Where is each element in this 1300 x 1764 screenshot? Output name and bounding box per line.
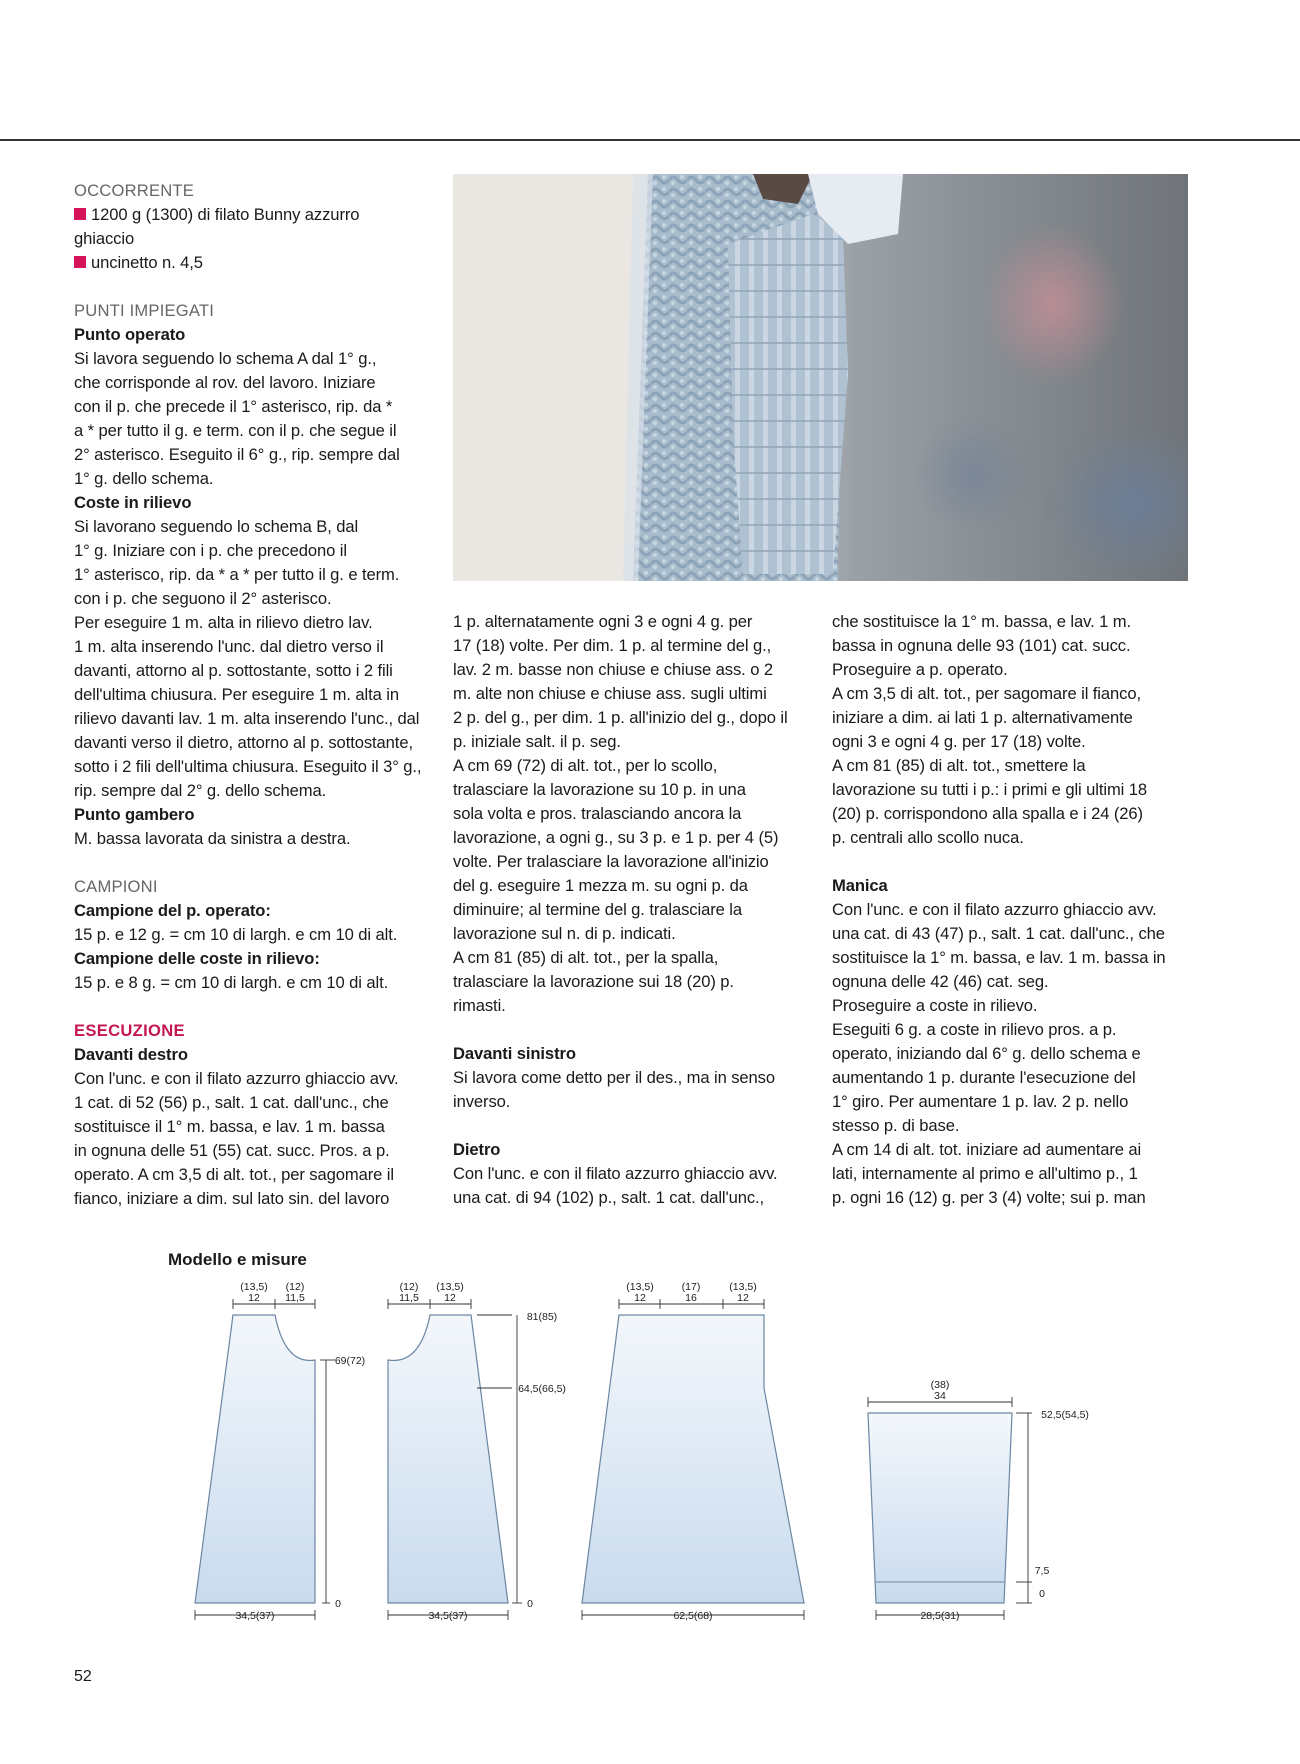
body-text-line: con il p. che precede il 1° asterisco, rip. da *	[74, 397, 393, 416]
garment-photo	[453, 174, 1188, 581]
body-text-line: lavorazione sul n. di p. indicati.	[453, 924, 676, 943]
body-text-line: davanti, attorno al p. sottostante, sotto i 2 fili	[74, 661, 393, 680]
bullet-square-icon	[74, 256, 86, 268]
body-text-line: Proseguire a coste in rilievo.	[832, 996, 1038, 1015]
rf-top-a-alt: (13,5)	[240, 1281, 268, 1293]
body-text-line: ogni 3 e ogni 4 g. per 17 (18) volte.	[832, 732, 1086, 751]
body-text-line: A cm 3,5 di alt. tot., per sagomare il fianco,	[832, 684, 1141, 703]
body-text-line: sostituisce la 1° m. bassa, e lav. 1 m. bassa in	[832, 948, 1166, 967]
body-text-line: Si lavorano seguendo lo schema B, dal	[74, 517, 359, 536]
body-text-line: una cat. di 43 (47) p., salt. 1 cat. dall'unc., che	[832, 924, 1165, 943]
body-text-line: del g. eseguire 1 mezza m. su ogni p. da	[453, 876, 748, 895]
spacer	[74, 851, 434, 875]
body-text-line: 1° g. Iniziare con i p. che precedono il	[74, 541, 347, 560]
section-caption: OCCORRENTE	[74, 181, 195, 200]
section-heading: Campione delle coste in rilievo:	[74, 949, 320, 968]
body-text-line: una cat. di 94 (102) p., salt. 1 cat. dall'unc.,	[453, 1188, 765, 1207]
body-text-line: sola volta e pros. tralasciando ancora la	[453, 804, 742, 823]
body-text-line: che sostituisce la 1° m. bassa, e lav. 1 m.	[832, 612, 1131, 631]
body-text-line: A cm 81 (85) di alt. tot., smettere la	[832, 756, 1086, 775]
section-heading: Dietro	[453, 1140, 501, 1159]
rf-neck: 69(72)	[334, 1355, 366, 1367]
body-text-line: 1° g. dello schema.	[74, 469, 214, 488]
page-number: 52	[74, 1668, 92, 1685]
body-text-line: lavorazione, a ogni g., su 3 p. e 1 p. per 4 (5)	[453, 828, 779, 847]
back-top-c-alt: (13,5)	[729, 1281, 757, 1293]
lf-height-armhole: 64,5(66,5)	[518, 1383, 566, 1395]
body-text-line: 1° asterisco, rip. da * a * per tutto il g. e term.	[74, 565, 400, 584]
body-text-line: A cm 81 (85) di alt. tot., per la spalla,	[453, 948, 719, 967]
body-text-line: Si lavora seguendo lo schema A dal 1° g.,	[74, 349, 377, 368]
body-text-line: A cm 69 (72) di alt. tot., per lo scollo,	[453, 756, 718, 775]
body-text-line: (20) p. corrispondono alla spalla e i 24 (26)	[832, 804, 1143, 823]
body-text-line: 15 p. e 12 g. = cm 10 di largh. e cm 10 di alt.	[74, 925, 398, 944]
body-text-line: Si lavora come detto per il des., ma in senso	[453, 1068, 776, 1087]
body-text-line: che corrisponde al rov. del lavoro. Iniziare	[74, 373, 376, 392]
body-text-line: p. centrali allo scollo nuca.	[832, 828, 1024, 847]
body-text-line: 1 cat. di 52 (56) p., salt. 1 cat. dall'unc., che	[74, 1093, 389, 1112]
body-text-line: Proseguire a p. operato.	[832, 660, 1008, 679]
body-text-line: stesso p. di base.	[832, 1116, 960, 1135]
lf-top-b: 12	[444, 1292, 456, 1304]
sleeve-zero: 0	[1039, 1588, 1045, 1600]
bullet-text: uncinetto n. 4,5	[91, 253, 203, 272]
body-text-line: m. alte non chiuse e chiuse ass. sugli ultimi	[453, 684, 767, 703]
main-heading: ESECUZIONE	[74, 1021, 185, 1040]
body-text-line: lavorazione su tutti i p.: i primi e gli ultimi 18	[832, 780, 1148, 799]
left-front-shape	[388, 1315, 508, 1603]
section-heading: Manica	[832, 876, 888, 895]
body-text-line: 1 m. alta inserendo l'unc. dal dietro verso il	[74, 637, 384, 656]
back-top-a: 12	[634, 1292, 646, 1304]
column-1	[74, 179, 434, 1211]
body-text-line: ognuna delle 42 (46) cat. seg.	[832, 972, 1049, 991]
body-text-line: 1 p. alternatamente ogni 3 e ogni 4 g. per	[453, 612, 753, 631]
measurements-diagram	[150, 1270, 1100, 1645]
body-text-line: 2° asterisco. Eseguito il 6° g., rip. sempre dal	[74, 445, 400, 464]
sleeve-cuff: 7,5	[1034, 1565, 1050, 1577]
section-heading: Punto operato	[74, 325, 186, 344]
body-text-line: fianco, iniziare a dim. sul lato sin. del lavoro	[74, 1189, 390, 1208]
body-text-line: Con l'unc. e con il filato azzurro ghiaccio avv.	[74, 1069, 399, 1088]
body-text-line: operato. A cm 3,5 di alt. tot., per sagomare il	[74, 1165, 394, 1184]
body-text-line: lati, internamente al primo e all'ultimo p., 1	[832, 1164, 1138, 1183]
column-2	[453, 610, 813, 1210]
section-heading: Campione del p. operato:	[74, 901, 271, 920]
spacer	[74, 275, 434, 299]
body-text-line: con i p. che seguono il 2° asterisco.	[74, 589, 332, 608]
back-bottom: 62,5(68)	[673, 1610, 713, 1622]
back-top-b-alt: (17)	[681, 1281, 701, 1293]
body-text-line: 17 (18) volte. Per dim. 1 p. al termine del g.,	[453, 636, 772, 655]
section-caption: CAMPIONI	[74, 877, 158, 896]
column-3	[832, 610, 1192, 1210]
back-top-b: 16	[685, 1292, 697, 1304]
body-text-line: rilievo davanti lav. 1 m. alta inserendo l'unc., dal	[74, 709, 420, 728]
body-text-line: rimasti.	[453, 996, 506, 1015]
body-text-line: sotto i 2 fili dell'ultima chiusura. Eseguito il 3° g.,	[74, 757, 422, 776]
body-text-line: 15 p. e 8 g. = cm 10 di largh. e cm 10 di alt.	[74, 973, 389, 992]
rf-top-b: 11,5	[285, 1292, 305, 1304]
spacer	[453, 1018, 813, 1042]
body-text-line: in ognuna delle 51 (55) cat. succ. Pros. a p.	[74, 1141, 390, 1160]
section-heading: Coste in rilievo	[74, 493, 192, 512]
body-text-line: diminuire; al termine del g. tralasciare la	[453, 900, 742, 919]
lf-top-a: 11,5	[399, 1292, 419, 1304]
body-text-line: Eseguiti 6 g. a coste in rilievo pros. a p.	[832, 1020, 1117, 1039]
body-text-line: operato, iniziando dal 6° g. dello schema e	[832, 1044, 1141, 1063]
lf-zero: 0	[527, 1598, 533, 1610]
lf-top-b-alt: (13,5)	[436, 1281, 464, 1293]
body-text-line: rip. sempre dal 2° g. dello schema.	[74, 781, 327, 800]
bullet-text: 1200 g (1300) di filato Bunny azzurro	[91, 205, 360, 224]
spacer	[74, 995, 434, 1019]
lf-height-total: 81(85)	[526, 1311, 558, 1323]
body-text-line: inverso.	[453, 1092, 511, 1111]
body-text-line: 2 p. del g., per dim. 1 p. all'inizio del g., dopo il	[453, 708, 788, 727]
body-text-line: a * per tutto il g. e term. con il p. che segue il	[74, 421, 397, 440]
spacer	[832, 850, 1192, 874]
body-text-line: lav. 2 m. basse non chiuse e chiuse ass. o 2	[453, 660, 773, 679]
sleeve-bottom: 28,5(31)	[920, 1610, 960, 1622]
body-text-line: p. iniziale salt. il p. seg.	[453, 732, 621, 751]
body-text-line: ghiaccio	[74, 229, 135, 248]
body-text-line: aumentando 1 p. durante l'esecuzione del	[832, 1068, 1136, 1087]
body-text-line: Con l'unc. e con il filato azzurro ghiaccio avv.	[453, 1164, 778, 1183]
body-text-line: Con l'unc. e con il filato azzurro ghiaccio avv.	[832, 900, 1157, 919]
bullet-square-icon	[74, 208, 86, 220]
body-text-line: A cm 14 di alt. tot. iniziare ad aumentare ai	[832, 1140, 1142, 1159]
section-caption: PUNTI IMPIEGATI	[74, 301, 215, 320]
body-text-line: tralasciare la lavorazione sui 18 (20) p.	[453, 972, 734, 991]
section-heading: Davanti sinistro	[453, 1044, 576, 1063]
body-text-line: 1° giro. Per aumentare 1 p. lav. 2 p. nello	[832, 1092, 1129, 1111]
rf-zero: 0	[335, 1598, 341, 1610]
sleeve-top: 34	[934, 1390, 946, 1402]
body-text-line: iniziare a dim. ai lati 1 p. alternativamente	[832, 708, 1133, 727]
back-top-a-alt: (13,5)	[626, 1281, 654, 1293]
rf-top-a: 12	[248, 1292, 260, 1304]
body-text-line: sostituisce il 1° m. bassa, e lav. 1 m. bassa	[74, 1117, 385, 1136]
back-shape	[582, 1315, 804, 1603]
section-heading: Davanti destro	[74, 1045, 188, 1064]
section-heading: Punto gambero	[74, 805, 195, 824]
rf-top-b-alt: (12)	[285, 1281, 305, 1293]
sleeve-top-alt: (38)	[930, 1379, 950, 1391]
sleeve-height: 52,5(54,5)	[1041, 1409, 1089, 1421]
back-top-c: 12	[737, 1292, 749, 1304]
spacer	[453, 1114, 813, 1138]
body-text-line: p. ogni 16 (12) g. per 3 (4) volte; sui p. man	[832, 1188, 1146, 1207]
top-rule	[0, 139, 1300, 141]
right-front-shape	[195, 1315, 315, 1603]
body-text-line: M. bassa lavorata da sinistra a destra.	[74, 829, 351, 848]
body-text-line: tralasciare la lavorazione su 10 p. in una	[453, 780, 746, 799]
sleeve-shape	[868, 1413, 1012, 1603]
body-text-line: bassa in ognuna delle 93 (101) cat. succ.	[832, 636, 1131, 655]
lf-top-a-alt: (12)	[399, 1281, 419, 1293]
body-text-line: volte. Per tralasciare la lavorazione all'inizio	[453, 852, 769, 871]
bullet-item	[74, 203, 434, 227]
diagram-title: Modello e misure	[168, 1250, 307, 1269]
body-text-line: davanti verso il dietro, attorno al p. sottostante,	[74, 733, 413, 752]
rf-bottom: 34,5(37)	[235, 1610, 275, 1622]
bullet-item	[74, 251, 434, 275]
body-text-line: Per eseguire 1 m. alta in rilievo dietro lav.	[74, 613, 373, 632]
lf-bottom: 34,5(37)	[428, 1610, 468, 1622]
body-text-line: dell'ultima chiusura. Per eseguire 1 m. alta in	[74, 685, 399, 704]
